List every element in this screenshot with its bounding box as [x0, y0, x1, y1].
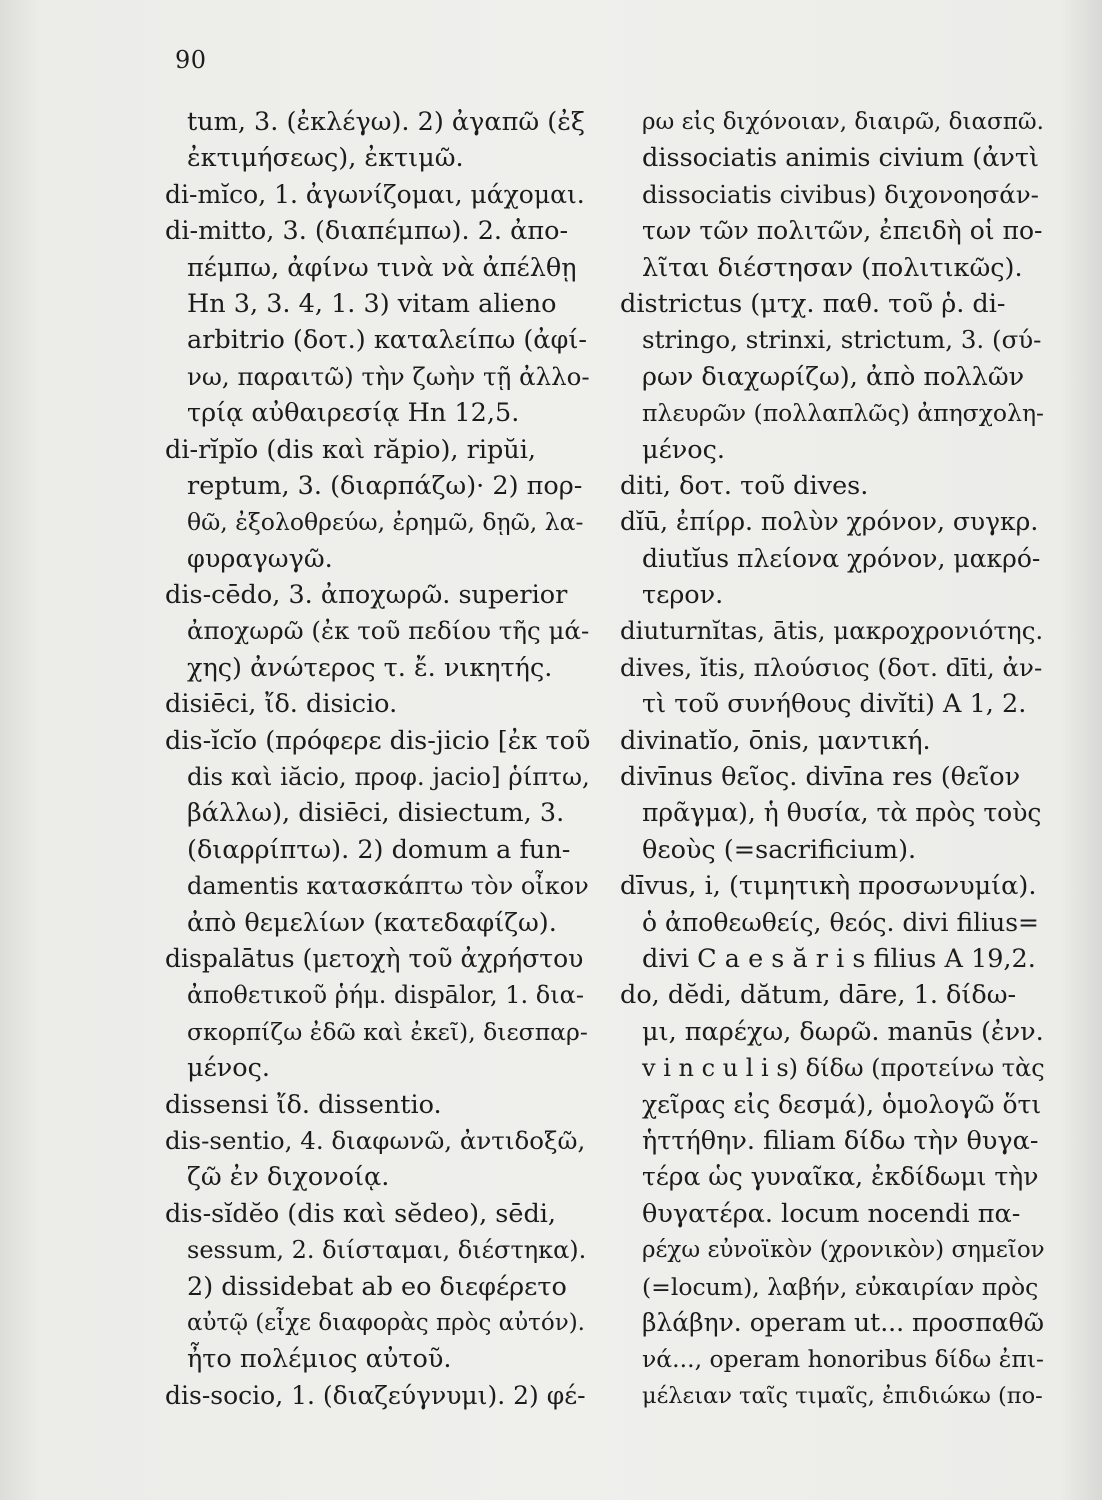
left-entry-line: tum, 3. (ἐκλέγω). 2) ἀγαπῶ (ἐξ: [187, 107, 585, 137]
left-entry-line: di-mĭco, 1. ἀγωνίζομαι, μάχομαι.: [165, 179, 585, 209]
left-entry-line: τρίᾳ αὐθαιρεσίᾳ Hn 12,5.: [187, 398, 520, 429]
right-entry-line: divi C a e s ă r i s filius A 19,2.: [642, 943, 1036, 974]
left-column: [165, 104, 590, 1414]
left-entry-line: 2) dissidebat ab eo διεφέρετο: [187, 1271, 567, 1302]
left-entry-line: βάλλω), disiēci, disiectum, 3.: [187, 798, 565, 829]
left-entry-line: σκορπίζω ἐδῶ καὶ ἐκεῖ), διεσπαρ-: [187, 1017, 588, 1046]
left-entry-line: dis-socio, 1. (διαζεύγνυμι). 2) φέ-: [165, 1380, 586, 1410]
right-entry-line: μέλειαν ταῖς τιμαῖς, ἐπιδιώκω (πο-: [642, 1382, 1043, 1409]
right-entry-line: θεοὺς (=sacrificium).: [642, 834, 917, 865]
right-entry-line: divīnus θεῖος. divīna res (θεῖον: [620, 762, 1021, 793]
right-entry-line: dīvus, i, (τιμητικὴ προσωνυμία).: [620, 871, 1037, 902]
right-entry-line: θυγατέρα. locum nocendi πα-: [642, 1198, 1021, 1229]
right-entry-line: τὶ τοῦ συνήθους divĭti) A 1, 2.: [642, 689, 1027, 720]
left-entry-line: dis καὶ iăcio, προφ. jacio] ῥίπτω,: [187, 762, 590, 792]
right-entry-line: dives, ĭtis, πλούσιος (δοτ. dīti, ἀν-: [620, 652, 1043, 682]
right-entry-line: dissociatis civibus) διχονοησάν-: [642, 179, 1039, 209]
left-entry-line: dispalātus (μετοχὴ τοῦ ἀχρήστου: [165, 943, 584, 973]
page-number: 90: [175, 46, 207, 74]
right-entry-line: λῖται διέστησαν (πολιτικῶς).: [642, 252, 1023, 283]
left-entry-line: πέμπω, ἀφίνω τινὰ νὰ ἀπέλθῃ: [187, 252, 577, 283]
right-entry-line: πρᾶγμα), ἡ θυσία, τὰ πρὸς τοὺς: [642, 798, 1042, 828]
left-entry-line: dis-sentio, 4. διαφωνῶ, ἀντιδοξῶ,: [165, 1125, 586, 1155]
right-entry-line: divinatĭo, ōnis, μαντική.: [620, 725, 931, 756]
left-entry-line: ἀποχωρῶ (ἐκ τοῦ πεδίου τῆς μά-: [187, 616, 590, 646]
left-entry-line: arbitrio (δοτ.) καταλείπω (ἀφί-: [187, 325, 587, 356]
left-entry-line: ἀποθετικοῦ ῥήμ. dispālor, 1. δια-: [187, 981, 584, 1010]
left-entry-line: disiēci, ἴδ. disicio.: [165, 689, 398, 720]
left-entry-line: ἀπὸ θεμελίων (κατεδαφίζω).: [187, 907, 557, 938]
left-entry-line: νω, παραιτῶ) τὴν ζωὴν τῇ ἀλλο-: [187, 361, 590, 391]
right-entry-line: diutĭus πλείονα χρόνον, μακρό-: [642, 543, 1041, 573]
right-entry-line: τερον.: [642, 580, 724, 611]
right-entry-line: βλάβην. operam ut... προσπαθῶ: [642, 1307, 1044, 1337]
right-entry-line: dĭū, ἐπίρρ. πολὺν χρόνον, συγκρ.: [620, 507, 1039, 537]
left-entry-line: dis-ĭcĭo (πρόφερε dis-jicio [ἐκ τοῦ: [165, 725, 590, 756]
left-entry-line: Hn 3, 3. 4, 1. 3) vitam alieno: [187, 288, 557, 319]
right-column: [620, 104, 1045, 1414]
right-entry-line: stringo, strinxi, strictum, 3. (σύ-: [642, 325, 1042, 355]
left-entry-line: ἐκτιμήσεως), ἐκτιμῶ.: [187, 143, 464, 174]
left-entry-line: φυραγωγῶ.: [187, 543, 333, 574]
left-entry-line: reptum, 3. (διαρπάζω)· 2) πορ-: [187, 470, 583, 501]
right-entry-line: χεῖρας εἰς δεσμά), ὁμολογῶ ὅτι: [642, 1089, 1042, 1119]
right-entry-line: ρέχω εὐνοϊκὸν (χρονικὸν) σημεῖον: [642, 1237, 1045, 1264]
right-entry-line: v i n c u l i s) δίδω (προτείνω τὰς: [642, 1054, 1045, 1083]
right-entry-line: districtus (μτχ. παθ. τοῦ ῥ. di-: [620, 288, 1006, 319]
left-entry-line: sessum, 2. διίσταμαι, διέστηκα).: [187, 1236, 587, 1265]
right-entry-line: μι, παρέχω, δωρῶ. manūs (ἐνν.: [642, 1016, 1044, 1047]
left-entry-line: di-rĭpĭo (dis καὶ răpio), ripŭi,: [165, 434, 536, 465]
left-entry-line: χης) ἀνώτερος τ. ἔ. νικητής.: [187, 652, 553, 683]
right-entry-line: των τῶν πολιτῶν, ἐπειδὴ οἱ πο-: [642, 216, 1043, 246]
left-entry-line: αὐτῷ (εἶχε διαφορὰς πρὸς αὐτόν).: [187, 1309, 585, 1336]
left-entry-line: μένος.: [187, 1053, 271, 1084]
left-entry-line: (διαρρίπτω). 2) domum a fun-: [187, 834, 571, 865]
right-entry-line: dissociatis animis civium (ἀντὶ: [642, 143, 1040, 174]
right-entry-line: (=locum), λαβήν, εὐκαιρίαν πρὸς: [642, 1272, 1039, 1301]
left-entry-line: dis-cēdo, 3. ἀποχωρῶ. superior: [165, 580, 568, 611]
right-entry-line: ρων διαχωρίζω), ἀπὸ πολλῶν: [642, 361, 1025, 392]
right-entry-line: ρω εἰς διχόνοιαν, διαιρῶ, διασπῶ.: [642, 109, 1044, 135]
right-entry-line: do, dĕdi, dătum, dāre, 1. δίδω-: [620, 980, 1017, 1011]
left-entry-line: dis-sĭdĕo (dis καὶ sĕdeo), sēdi,: [165, 1198, 557, 1229]
right-entry-line: νά..., operam honoribus δίδω ἐπι-: [642, 1345, 1044, 1374]
right-entry-line: ἡττήθην. filiam δίδω τὴν θυγα-: [642, 1125, 1039, 1156]
left-entry-line: ἦτο πολέμιος αὐτοῦ.: [187, 1344, 452, 1375]
right-entry-line: diuturnĭtas, ātis, μακροχρονιότης.: [620, 616, 1044, 646]
right-entry-line: πλευρῶν (πολλαπλῶς) ἀπησχολη-: [642, 399, 1044, 428]
left-entry-line: damentis κατασκάπτω τὸν οἶκον: [187, 872, 589, 901]
left-entry-line: di-mitto, 3. (διαπέμπω). 2. ἀπο-: [165, 216, 569, 247]
right-entry-line: ὁ ἀποθεωθείς, θεός. divi filius=: [642, 907, 1040, 937]
left-entry-line: θῶ, ἐξολοθρεύω, ἐρημῶ, δῃῶ, λα-: [187, 508, 584, 537]
right-entry-line: diti, δοτ. τοῦ dives.: [620, 470, 869, 501]
left-entry-line: dissensi ἴδ. dissentio.: [165, 1089, 442, 1120]
right-entry-line: τέρα ὡς γυναῖκα, ἐκδίδωμι τὴν: [642, 1162, 1039, 1192]
left-entry-line: ζῶ ἐν διχονοίᾳ.: [187, 1162, 390, 1193]
right-entry-line: μένος.: [642, 434, 726, 465]
